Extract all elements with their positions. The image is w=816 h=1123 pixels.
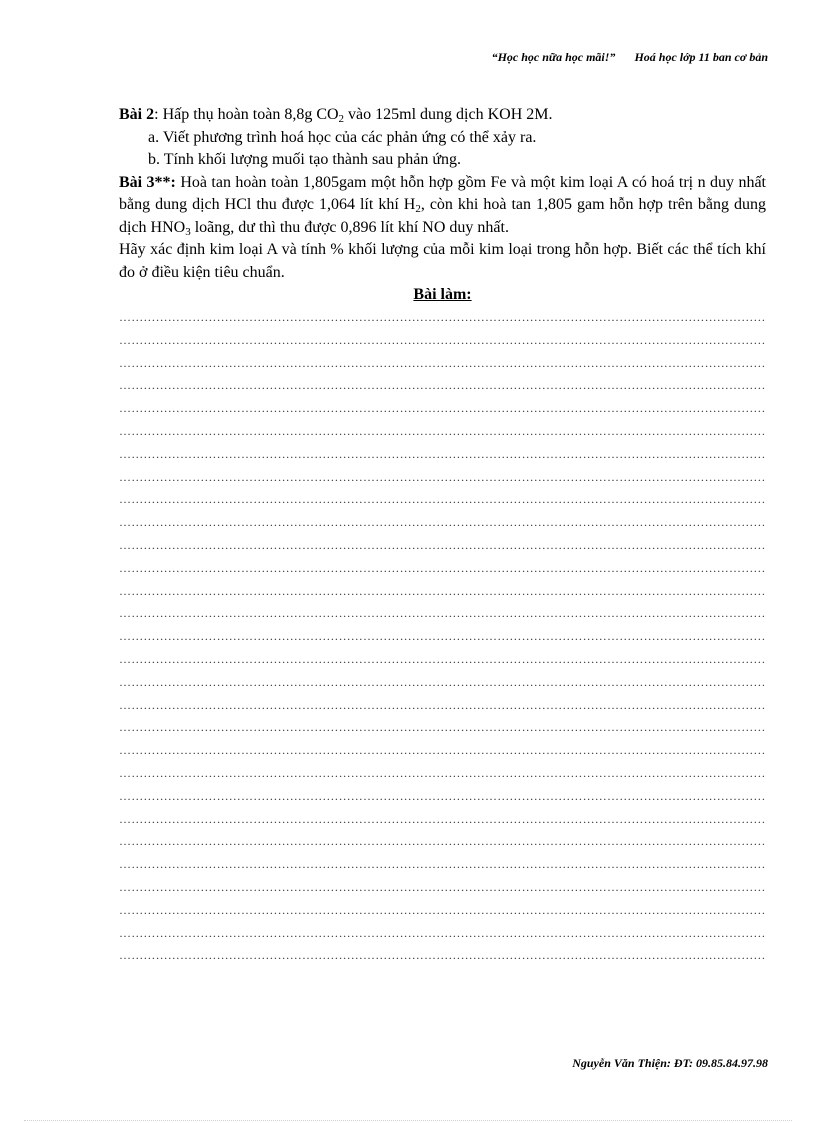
exercise-2-text-end: vào 125ml dung dịch KOH 2M. (344, 106, 553, 123)
answer-dotted-line: …………………………………………………………………………………………………………………………………………… (119, 788, 766, 803)
answer-dotted-line: …………………………………………………………………………………………………………………………………………… (119, 492, 766, 507)
exercise-2-label: Bài 2 (119, 106, 155, 123)
page-footer: Nguyễn Văn Thiện: ĐT: 09.85.84.97.98 (572, 1056, 768, 1070)
subscript: 2 (415, 203, 421, 215)
answer-dotted-line: …………………………………………………………………………………………………………………………………………… (119, 560, 766, 575)
answer-title: Bài làm: (413, 286, 472, 303)
answer-dotted-line: …………………………………………………………………………………………………………………………………………… (119, 332, 766, 347)
answer-dotted-line: …………………………………………………………………………………………………………………………………………… (119, 902, 766, 917)
header-course: Hoá học lớp 11 ban cơ bản (634, 50, 768, 64)
exercise-3-text-mid: , còn khi hoà tan 1,805 gam hỗn hợp trên bằng dung dịch HNO (119, 196, 766, 236)
answer-dotted-line: …………………………………………………………………………………………………………………………………………… (119, 743, 766, 758)
answer-dotted-line: …………………………………………………………………………………………………………………………………………… (119, 879, 766, 894)
answer-dotted-line: …………………………………………………………………………………………………………………………………………… (119, 446, 766, 461)
exercise-2 (119, 104, 766, 127)
answer-dotted-line: …………………………………………………………………………………………………………………………………………… (119, 378, 766, 393)
answer-dotted-line: …………………………………………………………………………………………………………………………………………… (119, 651, 766, 666)
exercise-3-question: Hãy xác định kim loại A và tính % khối lượng của mỗi kim loại trong hỗn hợp. Biết các thể tích khí đo ở điều kiện tiêu chuẩn. (119, 241, 766, 281)
answer-dotted-line: …………………………………………………………………………………………………………………………………………… (119, 515, 766, 530)
exercise-3-text-end: loãng, dư thì thu được 0,896 lít khí NO duy nhất. (190, 218, 509, 236)
subscript: 2 (338, 113, 345, 125)
answer-dotted-line: …………………………………………………………………………………………………………………………………………… (119, 537, 766, 552)
exercise-3-text: Hoà tan hoàn toàn 1,805gam một hỗn hợp gồm Fe và một kim loại A có hoá trị n duy nhất bằng dung dịch HCl thu được 1,064 lít khí H (119, 173, 766, 213)
exercise-3-label: Bài 3**: (119, 173, 176, 191)
page-header (492, 50, 768, 65)
document-body (119, 104, 766, 967)
answer-lines (119, 306, 766, 967)
answer-dotted-line: …………………………………………………………………………………………………………………………………………… (119, 355, 766, 370)
answer-dotted-line: …………………………………………………………………………………………………………………………………………… (119, 948, 766, 963)
answer-dotted-line: …………………………………………………………………………………………………………………………………………… (119, 583, 766, 598)
answer-dotted-line: …………………………………………………………………………………………………………………………………………… (119, 423, 766, 438)
answer-dotted-line: …………………………………………………………………………………………………………………………………………… (119, 925, 766, 940)
answer-dotted-line: …………………………………………………………………………………………………………………………………………… (119, 720, 766, 735)
answer-dotted-line: …………………………………………………………………………………………………………………………………………… (119, 697, 766, 712)
subscript: 3 (185, 225, 191, 238)
exercise-3 (119, 172, 766, 240)
answer-dotted-line: …………………………………………………………………………………………………………………………………………… (119, 629, 766, 644)
answer-dotted-line: …………………………………………………………………………………………………………………………………………… (119, 310, 766, 324)
answer-dotted-line: …………………………………………………………………………………………………………………………………………… (119, 811, 766, 826)
exercise-2-item-a: a. Viết phương trình hoá học của các phản ứng có thể xảy ra. (148, 128, 537, 146)
answer-dotted-line: …………………………………………………………………………………………………………………………………………… (119, 765, 766, 780)
answer-dotted-line: …………………………………………………………………………………………………………………………………………… (119, 834, 766, 849)
answer-dotted-line: …………………………………………………………………………………………………………………………………………… (119, 469, 766, 484)
answer-dotted-line: …………………………………………………………………………………………………………………………………………… (119, 674, 766, 689)
header-motto: “Học học nữa học mãi!” (491, 50, 616, 64)
answer-dotted-line: …………………………………………………………………………………………………………………………………………… (119, 857, 766, 872)
exercise-2-item-b: b. Tính khối lượng muối tạo thành sau phản ứng. (148, 151, 462, 168)
answer-dotted-line: …………………………………………………………………………………………………………………………………………… (119, 606, 766, 621)
answer-dotted-line: …………………………………………………………………………………………………………………………………………… (119, 401, 766, 416)
exercise-2-text: : Hấp thụ hoàn toàn 8,8g CO (154, 106, 339, 123)
page-edge-divider (24, 1120, 792, 1121)
